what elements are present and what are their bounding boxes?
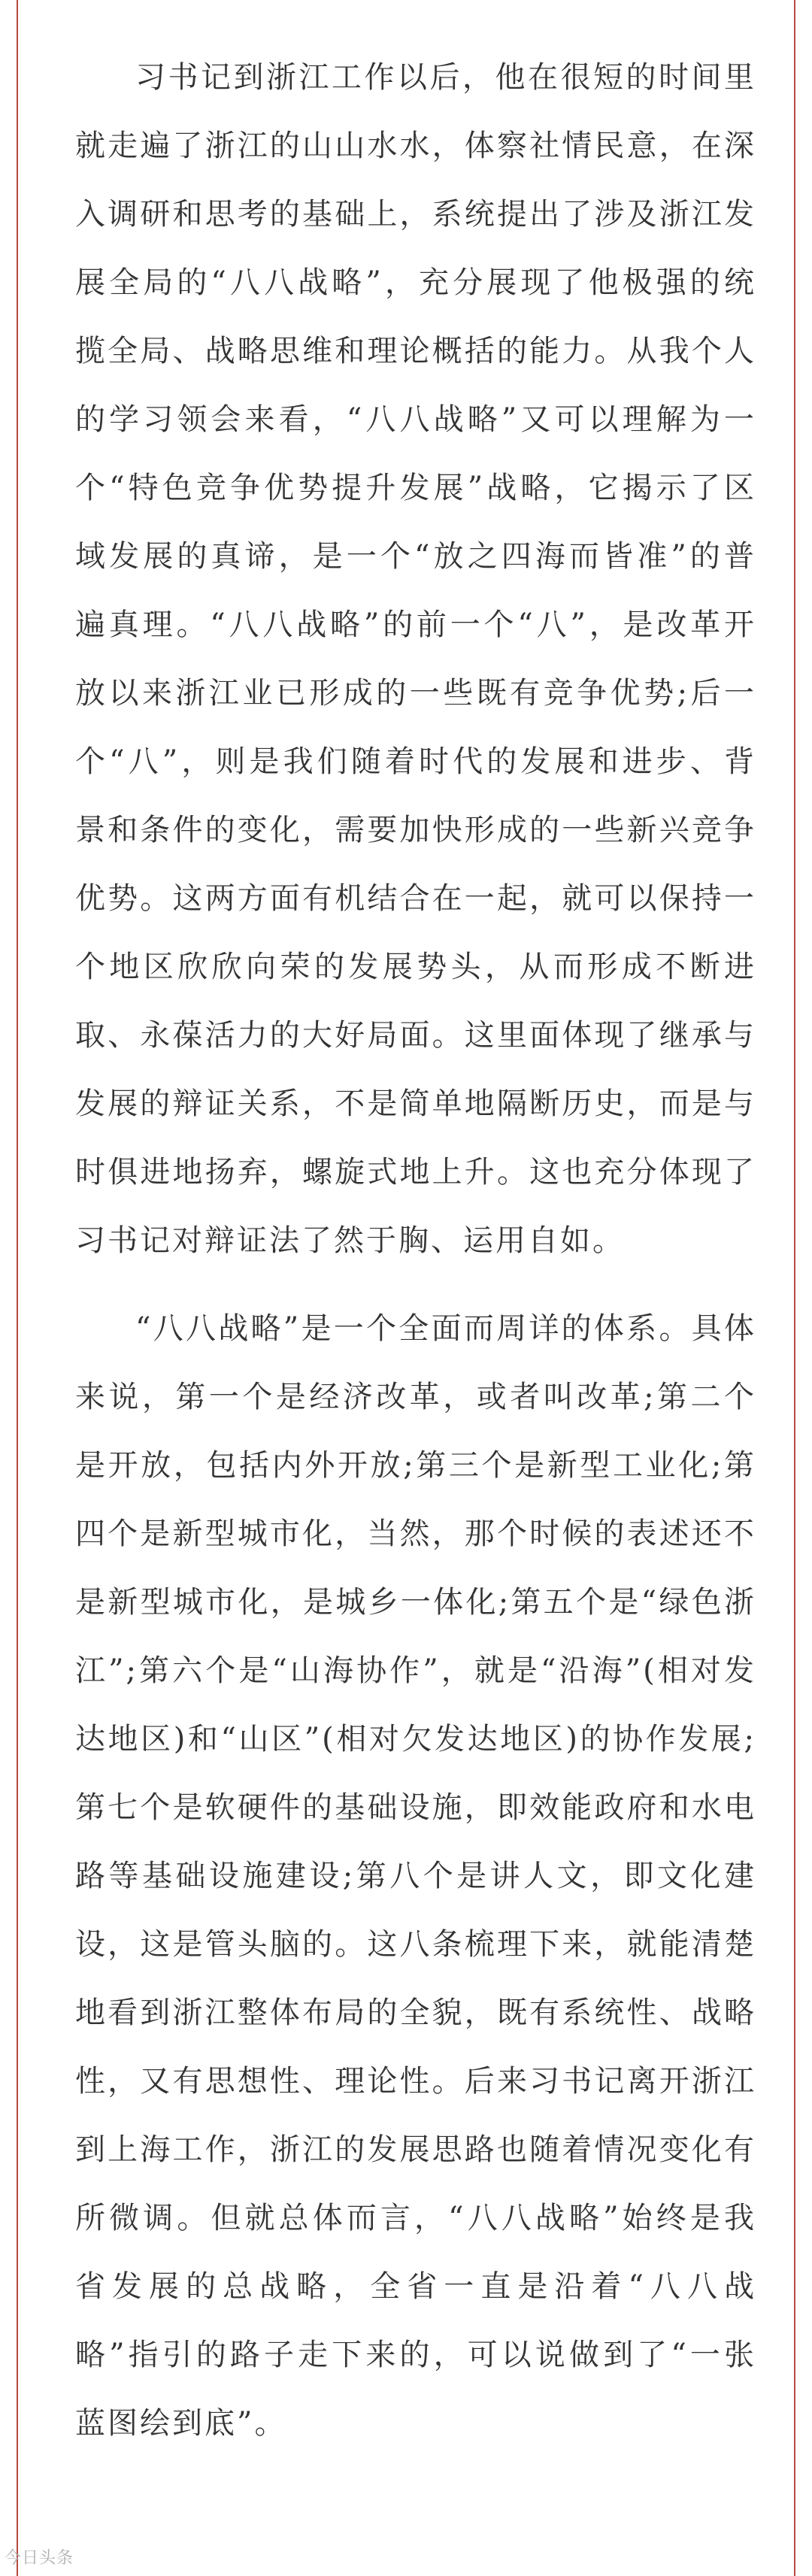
paragraph-1: 习书记到浙江工作以后，他在很短的时间里就走遍了浙江的山山水水，体察社情民意，在深入调研和思考的基础上，系统提出了涉及浙江发展全局的“八八战略”，充分展现了他极强的统揽全局、战略思维和理论概括的能力。从我个人的学习领会来看，“八八战略”又可以理解为一个“特色竞争优势提升发展”战略，它揭示了区域发展的真谛，是一个“放之四海而皆准”的普遍真理。“八八战略”的前一个“八”，是改革开放以来浙江业已形成的一些既有竞争优势;后一个“八”，则是我们随着时代的发展和进步、背景和条件的变化，需要加快形成的一些新兴竞争优势。这两方面有机结合在一起，就可以保持一个地区欣欣向荣的发展势头，从而形成不断进取、永葆活力的大好局面。这里面体现了继承与发展的辩证关系，不是简单地隔断历史，而是与时俱进地扬弃，螺旋式地上升。这也充分体现了习书记对辩证法了然于胸、运用自如。: [75, 60, 756, 1258]
right-border-line: [794, 0, 795, 2576]
article-body: [75, 44, 756, 2478]
watermark-logo: 今日头条: [5, 2548, 74, 2567]
left-border-line: [17, 0, 18, 2576]
paragraph-2: “八八战略”是一个全面而周详的体系。具体来说，第一个是经济改革，或者叫改革;第二个是开放，包括内外开放;第三个是新型工业化;第四个是新型城市化，当然，那个时候的表述还不是新型城市化，是城乡一体化;第五个是“绿色浙江”;第六个是“山海协作”，就是“沿海”(相对发达地区)和“山区”(相对欠发达地区)的协作发展;第七个是软硬件的基础设施，即效能政府和水电路等基础设施建设;第八个是讲人文，即文化建设，这是管头脑的。这八条梳理下来，就能清楚地看到浙江整体布局的全貌，既有系统性、战略性，又有思想性、理论性。后来习书记离开浙江到上海工作，浙江的发展思路也随着情况变化有所微调。但就总体而言，“八八战略”始终是我省发展的总战略，全省一直是沿着“八八战略”指引的路子走下来的，可以说做到了“一张蓝图绘到底”。: [75, 1311, 756, 2441]
